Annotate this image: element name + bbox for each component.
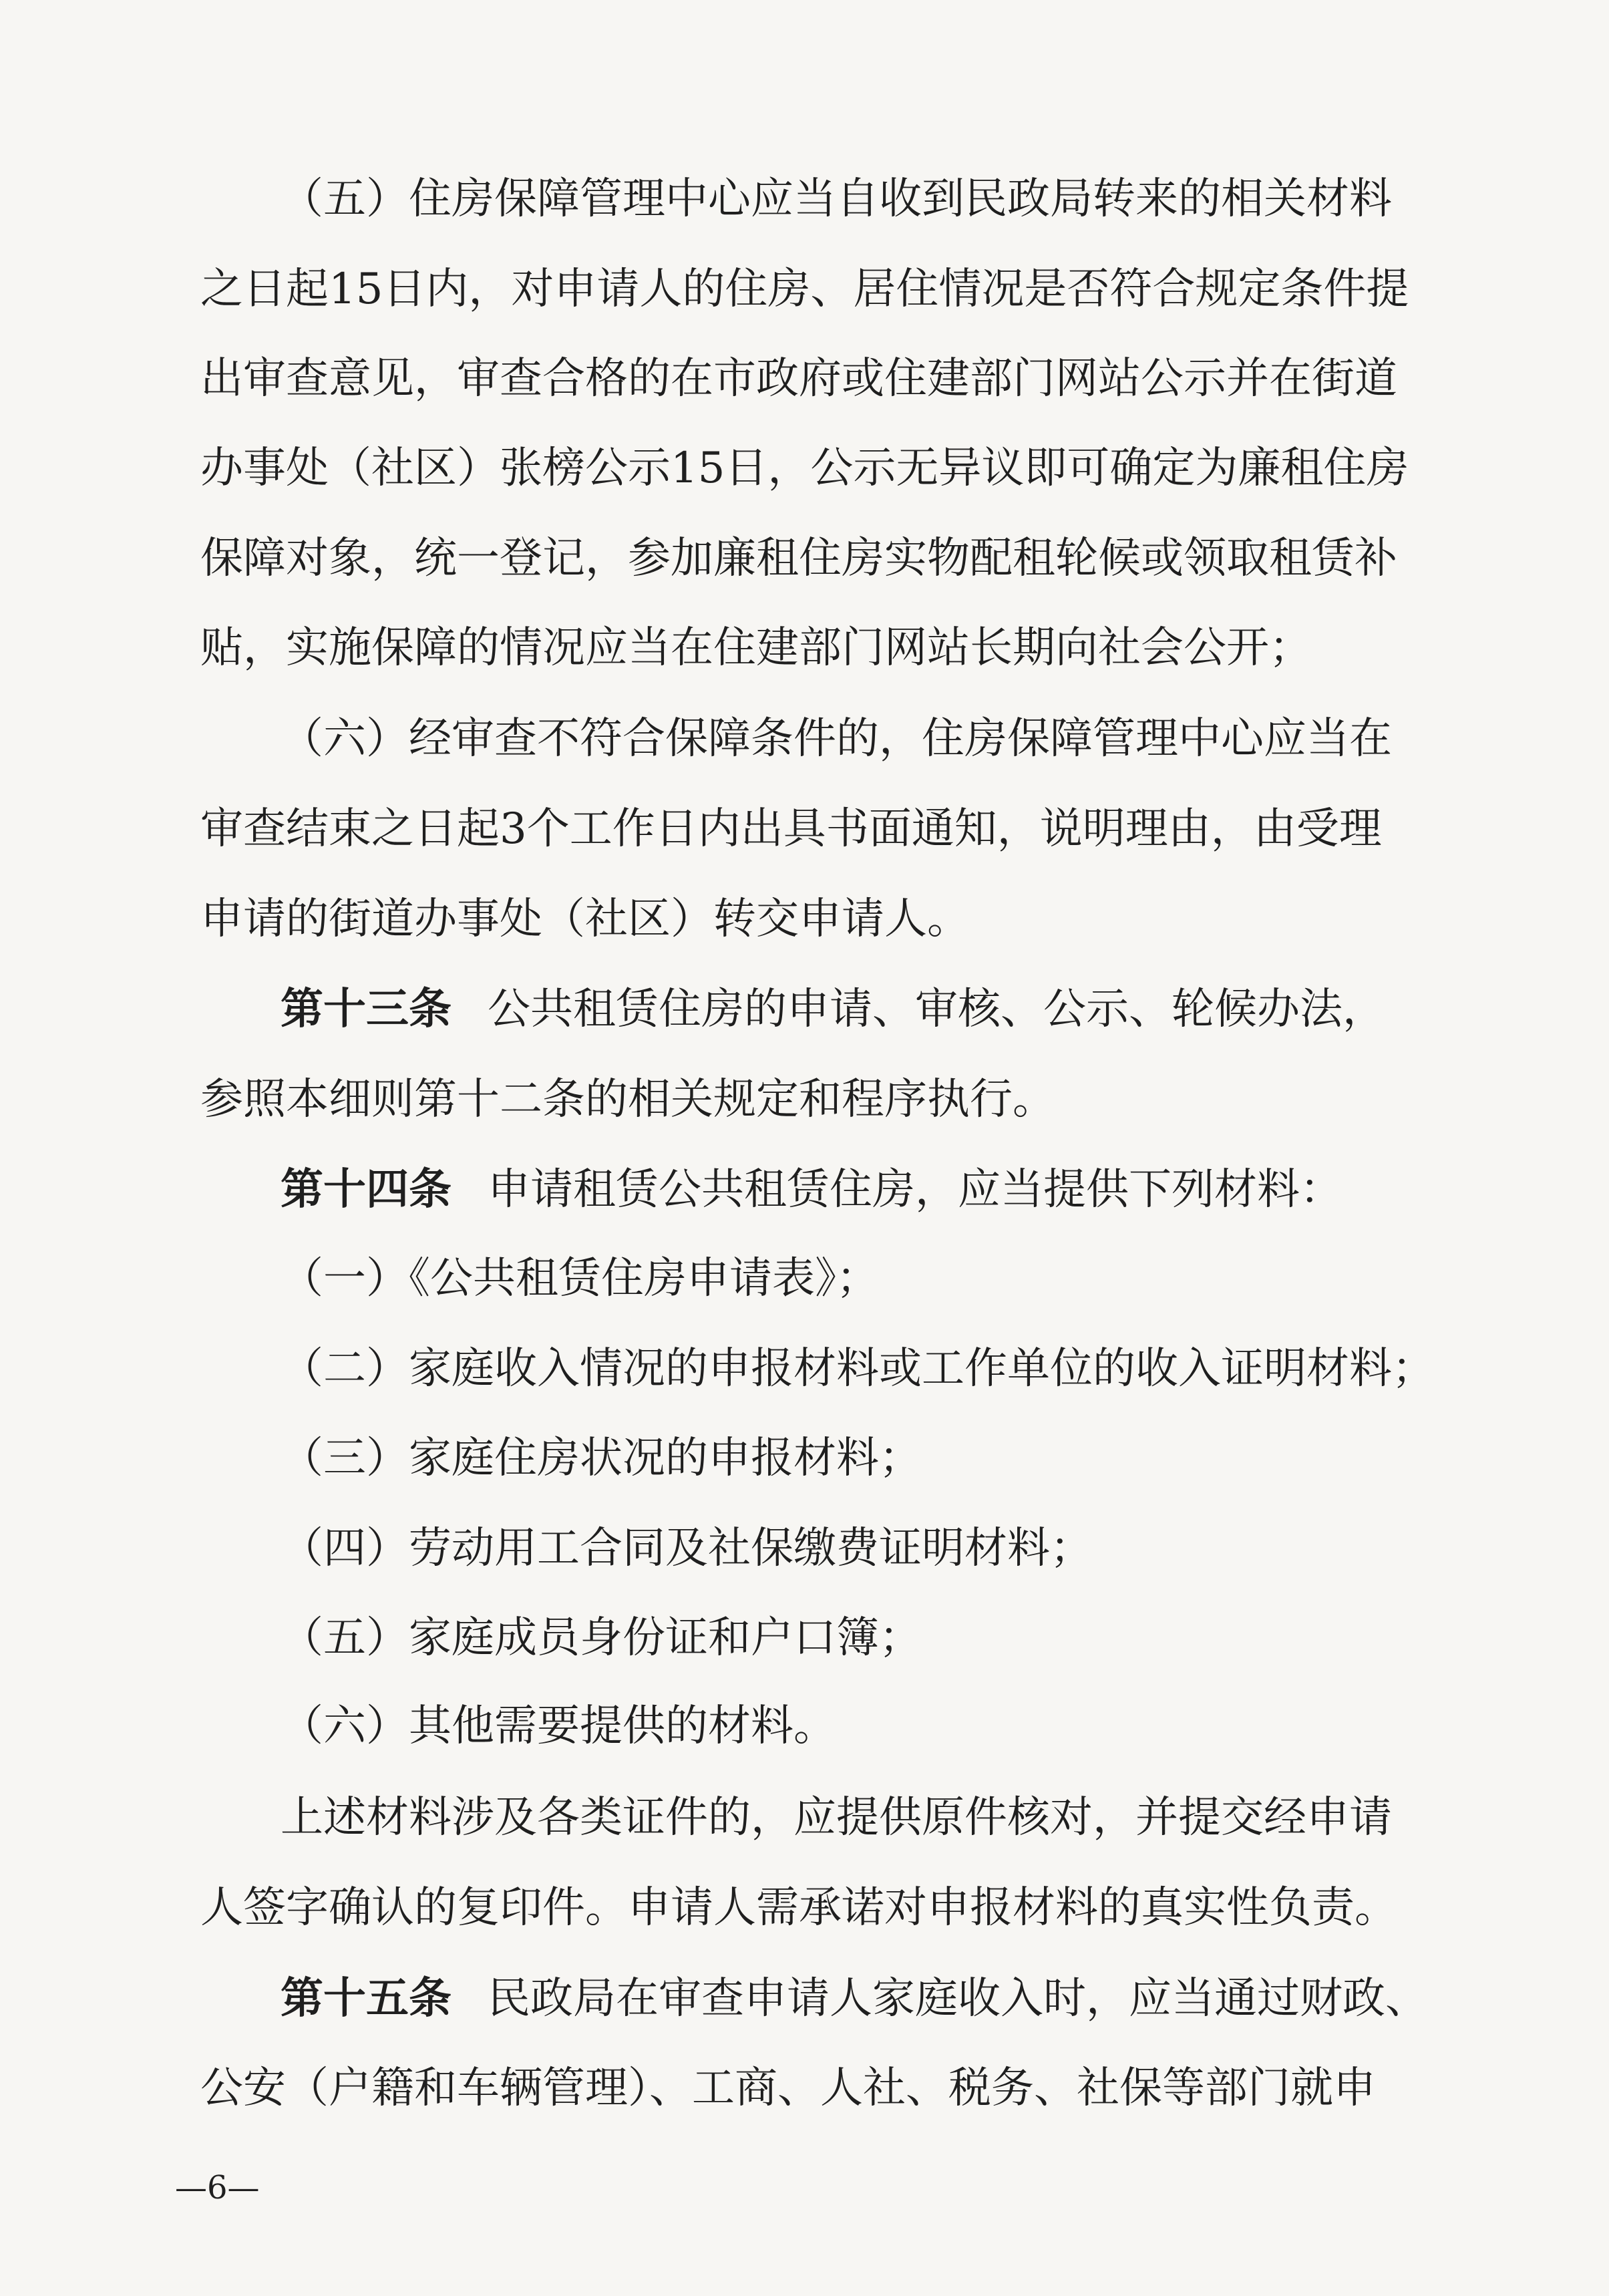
text-line: [0, 1232, 1609, 1325]
line-text: （六）其他需要提供的材料。: [281, 1701, 836, 1751]
line-text: 申请租赁公共租赁住房，应当提供下列材料：: [488, 1165, 1343, 1214]
line-text: 之日起15日内，对申请人的住房、居住情况是否符合规定条件提: [200, 265, 1409, 314]
text-line: [0, 332, 1609, 426]
line-text: 办事处（社区）张榜公示15日，公示无异议即可确定为廉租住房: [200, 444, 1409, 493]
text-line: [0, 1861, 1609, 1955]
text-line: [0, 1952, 1609, 2045]
article-13-heading: 第十三条: [281, 985, 452, 1034]
article-14-heading: 第十四条: [281, 1165, 452, 1214]
line-text: （五）家庭成员身份证和户口簿；: [281, 1613, 922, 1663]
text-line: [0, 963, 1609, 1056]
text-line: [0, 2041, 1609, 2135]
text-line: [0, 1322, 1609, 1416]
text-line: [0, 242, 1609, 336]
text-line: [0, 422, 1609, 515]
line-text: 公安（户籍和车辆管理）、工商、人社、税务、社保等部门就申: [200, 2064, 1376, 2113]
article-15-heading: 第十五条: [281, 1974, 452, 2023]
line-text: 公共租赁住房的申请、审核、公示、轮候办法，: [488, 985, 1385, 1034]
text-line: [0, 872, 1609, 966]
text-line: [0, 1053, 1609, 1146]
page-number: —6—: [175, 2169, 260, 2206]
line-text: 保障对象，统一登记，参加廉租住房实物配租轮候或领取租赁补: [200, 534, 1397, 583]
text-line: [0, 692, 1609, 786]
text-line: [0, 601, 1609, 695]
text-line: [0, 1591, 1609, 1685]
line-text: （二）家庭收入情况的申报材料或工作单位的收入证明材料；: [281, 1344, 1435, 1393]
text-line: [0, 782, 1609, 876]
line-text: 人签字确认的复印件。申请人需承诺对申报材料的真实性负责。: [200, 1883, 1397, 1933]
line-text: 申请的街道办事处（社区）转交申请人。: [200, 894, 970, 944]
text-line: [0, 512, 1609, 605]
line-text: （五）住房保障管理中心应当自收到民政局转来的相关材料: [281, 174, 1392, 224]
line-text: 上述材料涉及各类证件的，应提供原件核对，并提交经申请: [281, 1793, 1392, 1842]
text-line: [0, 1771, 1609, 1864]
text-line: [0, 1412, 1609, 1505]
line-text: 民政局在审查申请人家庭收入时，应当通过财政、: [488, 1974, 1428, 2023]
text-line: [0, 1143, 1609, 1237]
line-text: （四）劳动用工合同及社保缴费证明材料；: [281, 1524, 1093, 1573]
line-text: 审查结束之日起3个工作日内出具书面通知，说明理由，由受理: [200, 804, 1382, 854]
line-text: （三）家庭住房状况的申报材料；: [281, 1434, 922, 1483]
line-text: 贴，实施保障的情况应当在住建部门网站长期向社会公开；: [200, 623, 1312, 673]
line-text: 参照本细则第十二条的相关规定和程序执行。: [200, 1075, 1055, 1124]
text-line: [0, 1502, 1609, 1595]
text-line: [0, 1679, 1609, 1773]
line-text: 出审查意见，审查合格的在市政府或住建部门网站公示并在街道: [200, 354, 1397, 403]
line-text: （一）《公共租赁住房申请表》；: [281, 1254, 879, 1303]
text-line: [0, 152, 1609, 246]
line-text: （六）经审查不符合保障条件的，住房保障管理中心应当在: [281, 714, 1392, 764]
